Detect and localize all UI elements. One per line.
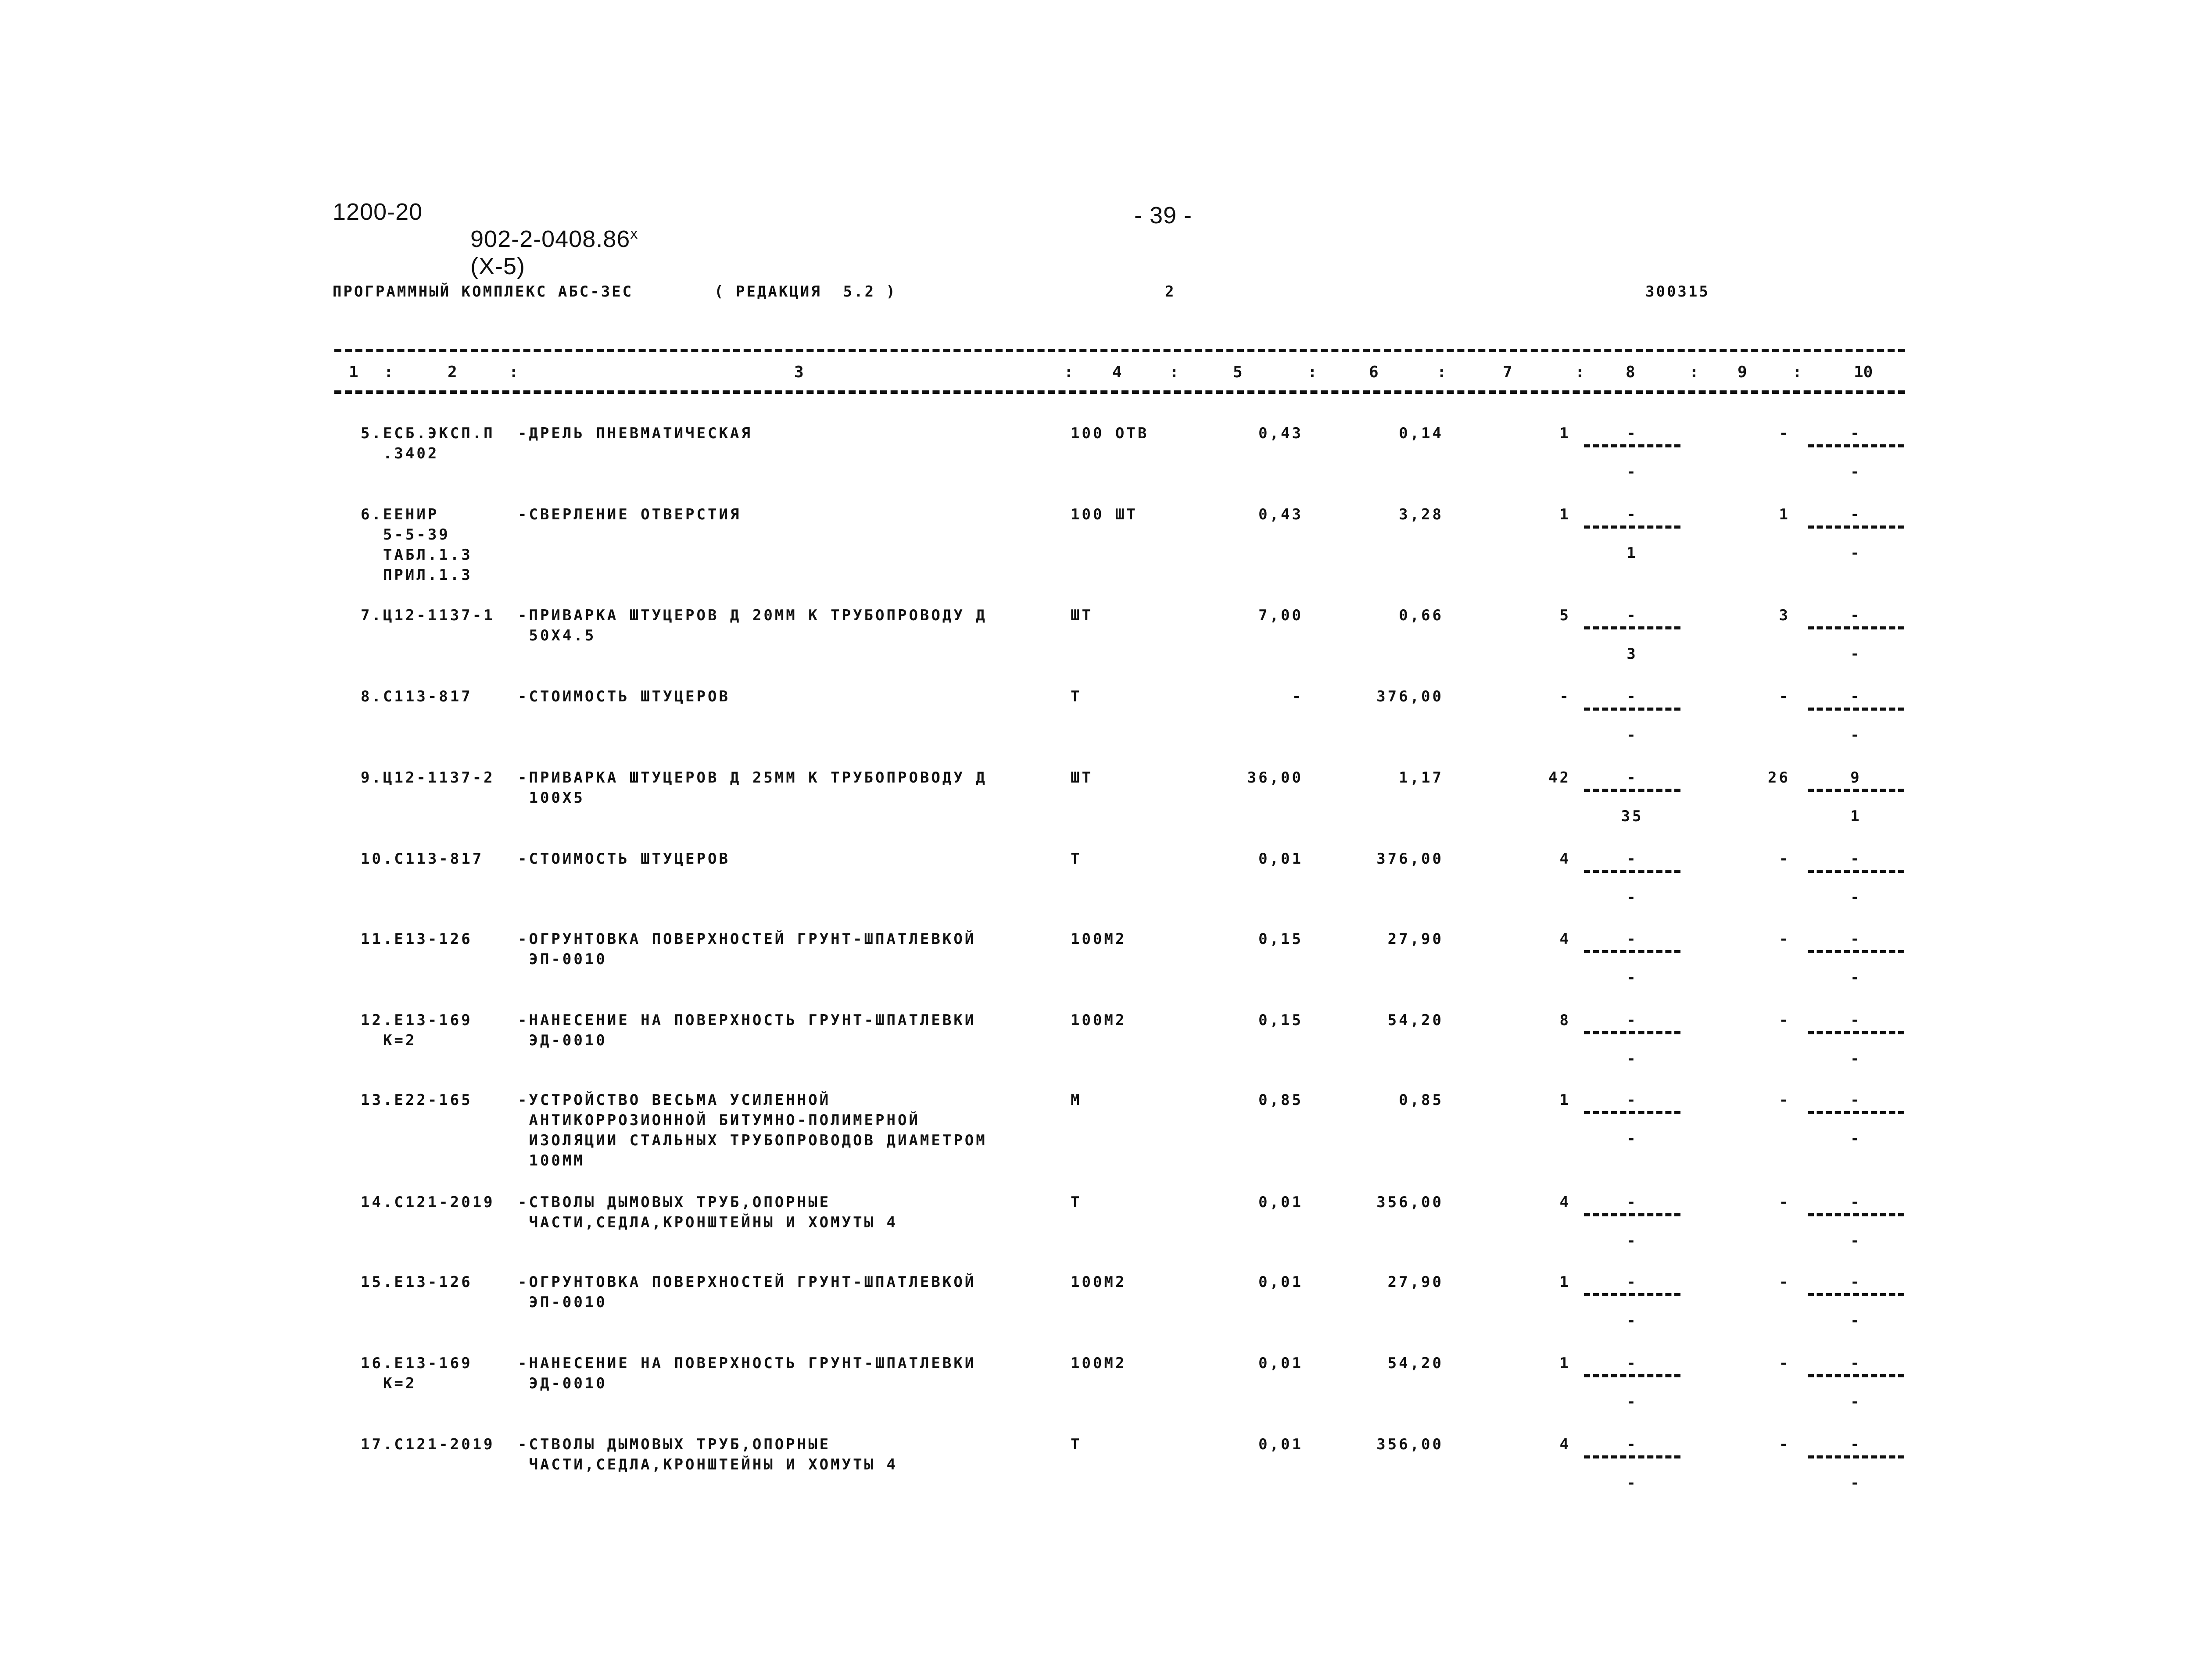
row-col10-top: - — [1850, 1273, 1862, 1291]
row-col10-top: - — [1850, 930, 1862, 948]
row-col9: - — [1779, 1355, 1790, 1372]
row-col7: 1 — [1559, 506, 1571, 523]
row-quantity: 0,01 — [1258, 1355, 1303, 1372]
row-unit-price: 0,14 — [1399, 425, 1444, 442]
row-quantity: 0,01 — [1258, 1273, 1303, 1291]
row-col10-top: - — [1850, 1012, 1862, 1029]
row-col8-bottom: - — [1627, 1474, 1638, 1492]
row-col9: - — [1779, 850, 1790, 868]
row-col8-fraction-line — [1584, 950, 1680, 953]
row-col10-top: - — [1850, 506, 1862, 523]
sheet-number: 2 — [1165, 283, 1176, 300]
row-col8-top: - — [1627, 1012, 1638, 1029]
row-description: -СВЕРЛЕНИЕ ОТВЕРСТИЯ — [518, 506, 742, 523]
column-number: 4 — [1112, 363, 1122, 381]
row-col10-fraction-line — [1808, 1111, 1904, 1114]
row-col7: 4 — [1559, 1194, 1571, 1211]
row-col8-bottom: - — [1627, 889, 1638, 906]
row-code: 15.Е13-126 — [361, 1273, 473, 1291]
row-col8-top: - — [1627, 607, 1638, 624]
row-col10-top: - — [1850, 850, 1862, 868]
row-col8-top: - — [1627, 930, 1638, 948]
row-col9: - — [1779, 1194, 1790, 1211]
row-description: -СТОИМОСТЬ ШТУЦЕРОВ — [518, 850, 730, 868]
program-title: ПРОГРАММНЫЙ КОМПЛЕКС АБС-3ЕС — [333, 283, 634, 300]
row-quantity: 7,00 — [1258, 607, 1303, 624]
column-separator: : — [1437, 363, 1447, 381]
row-unit-price: 376,00 — [1376, 688, 1444, 705]
column-number: 5 — [1233, 363, 1243, 381]
row-description: -СТОИМОСТЬ ШТУЦЕРОВ — [518, 688, 730, 705]
row-col10-bottom: - — [1850, 1393, 1862, 1411]
row-col9: - — [1779, 425, 1790, 442]
row-col10-bottom: - — [1850, 1312, 1862, 1330]
column-separator: : — [1169, 363, 1179, 381]
row-unit: ШТ — [1071, 769, 1093, 786]
row-col10-bottom: 1 — [1850, 808, 1862, 825]
row-col8-bottom: - — [1627, 1130, 1638, 1147]
row-col8-bottom: - — [1627, 969, 1638, 987]
row-col10-fraction-line — [1808, 1213, 1904, 1216]
row-col10-fraction-line — [1808, 870, 1904, 873]
row-unit: Т — [1071, 850, 1082, 868]
row-col8-bottom: 35 — [1621, 808, 1644, 825]
row-unit-price: 356,00 — [1376, 1436, 1444, 1453]
row-col8-bottom: - — [1627, 726, 1638, 744]
row-col7: 4 — [1559, 850, 1571, 868]
row-col10-top: - — [1850, 425, 1862, 442]
row-col9: - — [1779, 1091, 1790, 1109]
row-unit-price: 3,28 — [1399, 506, 1444, 523]
row-unit: Т — [1071, 1436, 1082, 1453]
row-unit-price: 1,17 — [1399, 769, 1444, 786]
row-col8-bottom: - — [1627, 463, 1638, 481]
row-unit-price: 54,20 — [1387, 1012, 1444, 1029]
row-unit-price: 376,00 — [1376, 850, 1444, 868]
row-description: -ДРЕЛЬ ПНЕВМАТИЧЕСКАЯ — [518, 425, 752, 442]
column-number: 3 — [794, 363, 804, 381]
row-col8-bottom: - — [1627, 1312, 1638, 1330]
row-col9: - — [1779, 930, 1790, 948]
row-unit-price: 356,00 — [1376, 1194, 1444, 1211]
row-col8-bottom: - — [1627, 1393, 1638, 1411]
row-col7: 4 — [1559, 1436, 1571, 1453]
row-col8-fraction-line — [1584, 708, 1680, 711]
row-col7: 1 — [1559, 425, 1571, 442]
row-quantity: 0,15 — [1258, 1012, 1303, 1029]
row-col10-bottom: - — [1850, 889, 1862, 906]
row-description: -ПРИВАРКА ШТУЦЕРОВ Д 20ММ К ТРУБОПРОВОДУ Д 50Х4.5 — [518, 607, 987, 644]
row-quantity: 0,15 — [1258, 930, 1303, 948]
document-code: 1200-20 — [333, 199, 423, 225]
column-separator: : — [1575, 363, 1585, 381]
row-unit-price: 0,85 — [1399, 1091, 1444, 1109]
page-number: - 39 - — [1134, 202, 1193, 229]
row-description: -ПРИВАРКА ШТУЦЕРОВ Д 25ММ К ТРУБОПРОВОДУ Д 100Х5 — [518, 769, 987, 807]
row-unit-price: 27,90 — [1387, 1273, 1444, 1291]
row-col10-top: - — [1850, 1436, 1862, 1453]
row-col10-bottom: - — [1850, 1232, 1862, 1250]
program-code: 300315 — [1645, 283, 1710, 300]
row-quantity: 36,00 — [1247, 769, 1303, 786]
row-quantity: - — [1292, 688, 1303, 705]
row-col8-fraction-line — [1584, 1374, 1680, 1377]
row-col9: - — [1779, 1436, 1790, 1453]
row-col8-top: - — [1627, 1091, 1638, 1109]
row-description: -НАНЕСЕНИЕ НА ПОВЕРХНОСТЬ ГРУНТ-ШПАТЛЕВКИ ЭД-0010 — [518, 1012, 976, 1049]
row-unit-price: 54,20 — [1387, 1355, 1444, 1372]
row-unit: 100М2 — [1071, 930, 1127, 948]
row-col8-fraction-line — [1584, 1031, 1680, 1034]
row-description: -ОГРУНТОВКА ПОВЕРХНОСТЕЙ ГРУНТ-ШПАТЛЕВКОЙ ЭП-0010 — [518, 930, 976, 968]
row-col10-fraction-line — [1808, 1455, 1904, 1458]
row-unit: М — [1071, 1091, 1082, 1109]
row-col9: 3 — [1779, 607, 1790, 624]
row-col7: 4 — [1559, 930, 1571, 948]
row-quantity: 0,01 — [1258, 1436, 1303, 1453]
row-col8-fraction-line — [1584, 1293, 1680, 1296]
row-col8-top: - — [1627, 506, 1638, 523]
row-col7: 42 — [1548, 769, 1571, 786]
project-code-superscript: x — [630, 225, 638, 242]
row-unit: Т — [1071, 1194, 1082, 1211]
row-col10-fraction-line — [1808, 789, 1904, 792]
row-code: 9.Ц12-1137-2 — [361, 769, 495, 786]
row-col8-fraction-line — [1584, 626, 1680, 629]
program-edition: ( РЕДАКЦИЯ 5.2 ) — [714, 283, 897, 300]
row-code: 17.С121-2019 — [361, 1436, 495, 1453]
row-col10-fraction-line — [1808, 525, 1904, 529]
project-code-suffix: (X-5) — [470, 253, 526, 279]
row-col10-bottom: - — [1850, 544, 1862, 562]
row-code: 5.ЕСБ.ЭКСП.П .3402 — [361, 425, 495, 462]
row-col9: - — [1779, 1012, 1790, 1029]
row-col10-bottom: - — [1850, 1050, 1862, 1068]
row-unit: ШТ — [1071, 607, 1093, 624]
row-col10-fraction-line — [1808, 444, 1904, 447]
row-description: -СТВОЛЫ ДЫМОВЫХ ТРУБ,ОПОРНЫЕ ЧАСТИ,СЕДЛА,КРОНШТЕЙНЫ И ХОМУТЫ 4 — [518, 1436, 898, 1473]
column-separator: : — [509, 363, 519, 381]
row-col9: 26 — [1768, 769, 1790, 786]
row-col8-top: - — [1627, 688, 1638, 705]
row-col8-top: - — [1627, 1194, 1638, 1211]
row-code: 10.С113-817 — [361, 850, 484, 868]
row-col9: - — [1779, 1273, 1790, 1291]
row-unit-price: 0,66 — [1399, 607, 1444, 624]
column-number: 7 — [1503, 363, 1512, 381]
row-col10-fraction-line — [1808, 1374, 1904, 1377]
table-top-rule — [334, 349, 1905, 352]
row-description: -СТВОЛЫ ДЫМОВЫХ ТРУБ,ОПОРНЫЕ ЧАСТИ,СЕДЛА,КРОНШТЕЙНЫ И ХОМУТЫ 4 — [518, 1194, 898, 1231]
row-code: 16.Е13-169 К=2 — [361, 1355, 473, 1392]
column-separator: : — [1792, 363, 1802, 381]
row-col7: - — [1559, 688, 1571, 705]
column-number: 6 — [1369, 363, 1379, 381]
row-col8-top: - — [1627, 1273, 1638, 1291]
row-col8-top: - — [1627, 1355, 1638, 1372]
row-col7: 5 — [1559, 607, 1571, 624]
row-col8-top: - — [1627, 850, 1638, 868]
row-col8-fraction-line — [1584, 1111, 1680, 1114]
column-number: 2 — [448, 363, 457, 381]
row-description: -НАНЕСЕНИЕ НА ПОВЕРХНОСТЬ ГРУНТ-ШПАТЛЕВКИ ЭД-0010 — [518, 1355, 976, 1392]
row-col9: - — [1779, 688, 1790, 705]
row-col10-bottom: - — [1850, 645, 1862, 663]
column-separator: : — [1689, 363, 1699, 381]
row-col10-bottom: - — [1850, 463, 1862, 481]
column-number: 9 — [1738, 363, 1747, 381]
row-col8-bottom: - — [1627, 1050, 1638, 1068]
row-col7: 8 — [1559, 1012, 1571, 1029]
row-quantity: 0,01 — [1258, 1194, 1303, 1211]
row-col10-top: 9 — [1850, 769, 1862, 786]
row-col8-fraction-line — [1584, 1213, 1680, 1216]
column-number: 8 — [1626, 363, 1635, 381]
row-code: 14.С121-2019 — [361, 1194, 495, 1211]
row-code: 11.Е13-126 — [361, 930, 473, 948]
row-code: 13.Е22-165 — [361, 1091, 473, 1109]
row-col10-fraction-line — [1808, 1031, 1904, 1034]
column-separator: : — [1308, 363, 1317, 381]
row-col10-bottom: - — [1850, 969, 1862, 987]
row-quantity: 0,85 — [1258, 1091, 1303, 1109]
row-col8-fraction-line — [1584, 444, 1680, 447]
project-code — [456, 198, 638, 280]
row-col8-fraction-line — [1584, 789, 1680, 792]
row-col10-top: - — [1850, 607, 1862, 624]
row-col8-bottom: 3 — [1627, 645, 1638, 663]
row-code: 6.ЕЕНИР 5-5-39 ТАБЛ.1.3 ПРИЛ.1.3 — [361, 506, 473, 584]
row-col8-fraction-line — [1584, 525, 1680, 529]
row-unit: 100М2 — [1071, 1273, 1127, 1291]
row-unit: 100М2 — [1071, 1012, 1127, 1029]
row-col10-fraction-line — [1808, 950, 1904, 953]
row-col8-fraction-line — [1584, 870, 1680, 873]
row-col10-top: - — [1850, 1194, 1862, 1211]
row-code: 12.Е13-169 К=2 — [361, 1012, 473, 1049]
row-col10-top: - — [1850, 1355, 1862, 1372]
row-col10-bottom: - — [1850, 1130, 1862, 1147]
row-unit: 100 ОТВ — [1071, 425, 1149, 442]
column-number: 10 — [1854, 363, 1873, 381]
row-unit: Т — [1071, 688, 1082, 705]
row-code: 8.С113-817 — [361, 688, 473, 705]
row-unit: 100 ШТ — [1071, 506, 1138, 523]
row-description: -УСТРОЙСТВО ВЕСЬМА УСИЛЕННОЙ АНТИКОРРОЗИОННОЙ БИТУМНО-ПОЛИМЕРНОЙ ИЗОЛЯЦИИ СТАЛЬНЫХ ТРУБОПРОВОДОВ ДИАМЕТРОМ 100ММ — [518, 1091, 987, 1169]
column-separator: : — [1064, 363, 1074, 381]
row-col8-top: - — [1627, 769, 1638, 786]
row-col8-bottom: - — [1627, 1232, 1638, 1250]
row-code: 7.Ц12-1137-1 — [361, 607, 495, 624]
column-separator: : — [384, 363, 394, 381]
row-quantity: 0,43 — [1258, 425, 1303, 442]
row-col7: 1 — [1559, 1273, 1571, 1291]
project-code-number: 902-2-0408.86 — [470, 226, 631, 252]
row-col8-top: - — [1627, 1436, 1638, 1453]
row-col8-bottom: 1 — [1627, 544, 1638, 562]
row-unit: 100М2 — [1071, 1355, 1127, 1372]
row-col10-fraction-line — [1808, 626, 1904, 629]
row-col10-bottom: - — [1850, 1474, 1862, 1492]
row-col8-top: - — [1627, 425, 1638, 442]
column-number: 1 — [349, 363, 358, 381]
row-quantity: 0,43 — [1258, 506, 1303, 523]
row-col10-top: - — [1850, 1091, 1862, 1109]
table-header-bottom-rule — [334, 390, 1905, 394]
row-col7: 1 — [1559, 1355, 1571, 1372]
row-col9: 1 — [1779, 506, 1790, 523]
row-col10-fraction-line — [1808, 708, 1904, 711]
row-col8-fraction-line — [1584, 1455, 1680, 1458]
row-col10-fraction-line — [1808, 1293, 1904, 1296]
row-col7: 1 — [1559, 1091, 1571, 1109]
row-description: -ОГРУНТОВКА ПОВЕРХНОСТЕЙ ГРУНТ-ШПАТЛЕВКОЙ ЭП-0010 — [518, 1273, 976, 1311]
row-quantity: 0,01 — [1258, 850, 1303, 868]
row-col10-bottom: - — [1850, 726, 1862, 744]
row-unit-price: 27,90 — [1387, 930, 1444, 948]
row-col10-top: - — [1850, 688, 1862, 705]
